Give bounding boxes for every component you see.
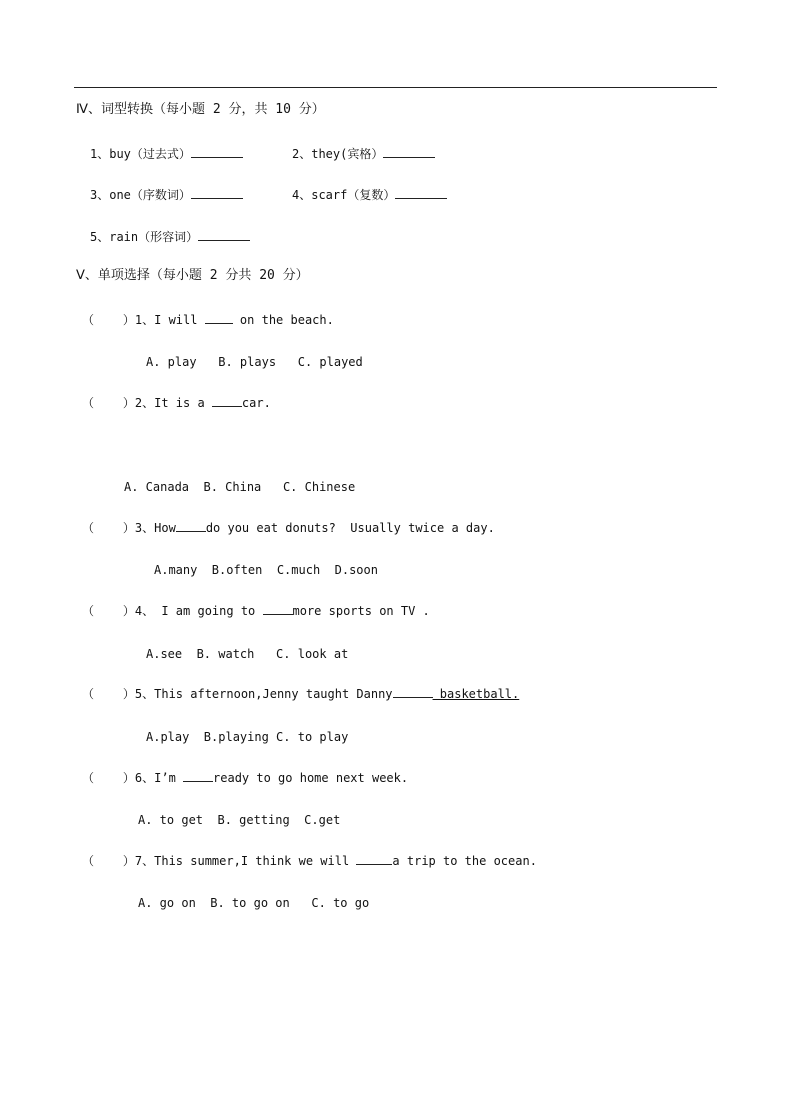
question-options: A. play B. plays C. played <box>146 355 363 369</box>
answer-blank[interactable] <box>205 311 233 324</box>
answer-blank[interactable] <box>191 145 243 158</box>
answer-blank[interactable] <box>356 852 392 865</box>
answer-blank[interactable] <box>191 186 243 199</box>
question: （ ）2、It is a car. <box>82 396 271 410</box>
question-options: A. to get B. getting C.get <box>138 813 341 827</box>
question-options: A.see B. watch C. look at <box>146 647 349 661</box>
word-form-item: 5、rain（形容词） <box>90 228 250 245</box>
word-form-item: 4、scarf（复数） <box>292 186 447 203</box>
question: （ ）1、I will on the beach. <box>82 313 334 327</box>
question-options: A.play B.playing C. to play <box>146 730 349 744</box>
answer-blank[interactable] <box>176 519 206 532</box>
word-form-item: 1、buy（过去式） <box>90 145 243 162</box>
question: （ ）3、How do you eat donuts? Usually twice a day. <box>82 521 495 535</box>
answer-blank[interactable] <box>183 769 213 782</box>
question: （ ）7、This summer,I think we will a trip to the ocean. <box>82 854 537 868</box>
question: （ ）6、I’m ready to go home next week. <box>82 771 409 785</box>
question-options: A.many B.often C.much D.soon <box>154 563 378 577</box>
question: （ ）5、This afternoon,Jenny taught Danny basketball. <box>82 687 520 701</box>
header-rule <box>74 87 717 88</box>
answer-blank[interactable] <box>393 685 433 698</box>
word-form-item: 3、one（序数词） <box>90 186 243 203</box>
section-title: Ⅴ、单项选择（每小题 2 分共 20 分） <box>76 268 309 283</box>
question-options: A. go on B. to go on C. to go <box>138 896 370 910</box>
answer-blank[interactable] <box>212 394 242 407</box>
word-form-item: 2、they(宾格） <box>292 145 435 162</box>
answer-blank[interactable] <box>383 145 435 158</box>
answer-blank[interactable] <box>395 186 447 199</box>
section-title: Ⅳ、词型转换（每小题 2 分，共 10 分） <box>76 102 325 117</box>
answer-blank[interactable] <box>198 228 250 241</box>
answer-blank[interactable] <box>263 602 293 615</box>
question-options: A. Canada B. China C. Chinese <box>124 480 356 494</box>
question: （ ）4、 I am going to more sports on TV . <box>82 604 430 618</box>
